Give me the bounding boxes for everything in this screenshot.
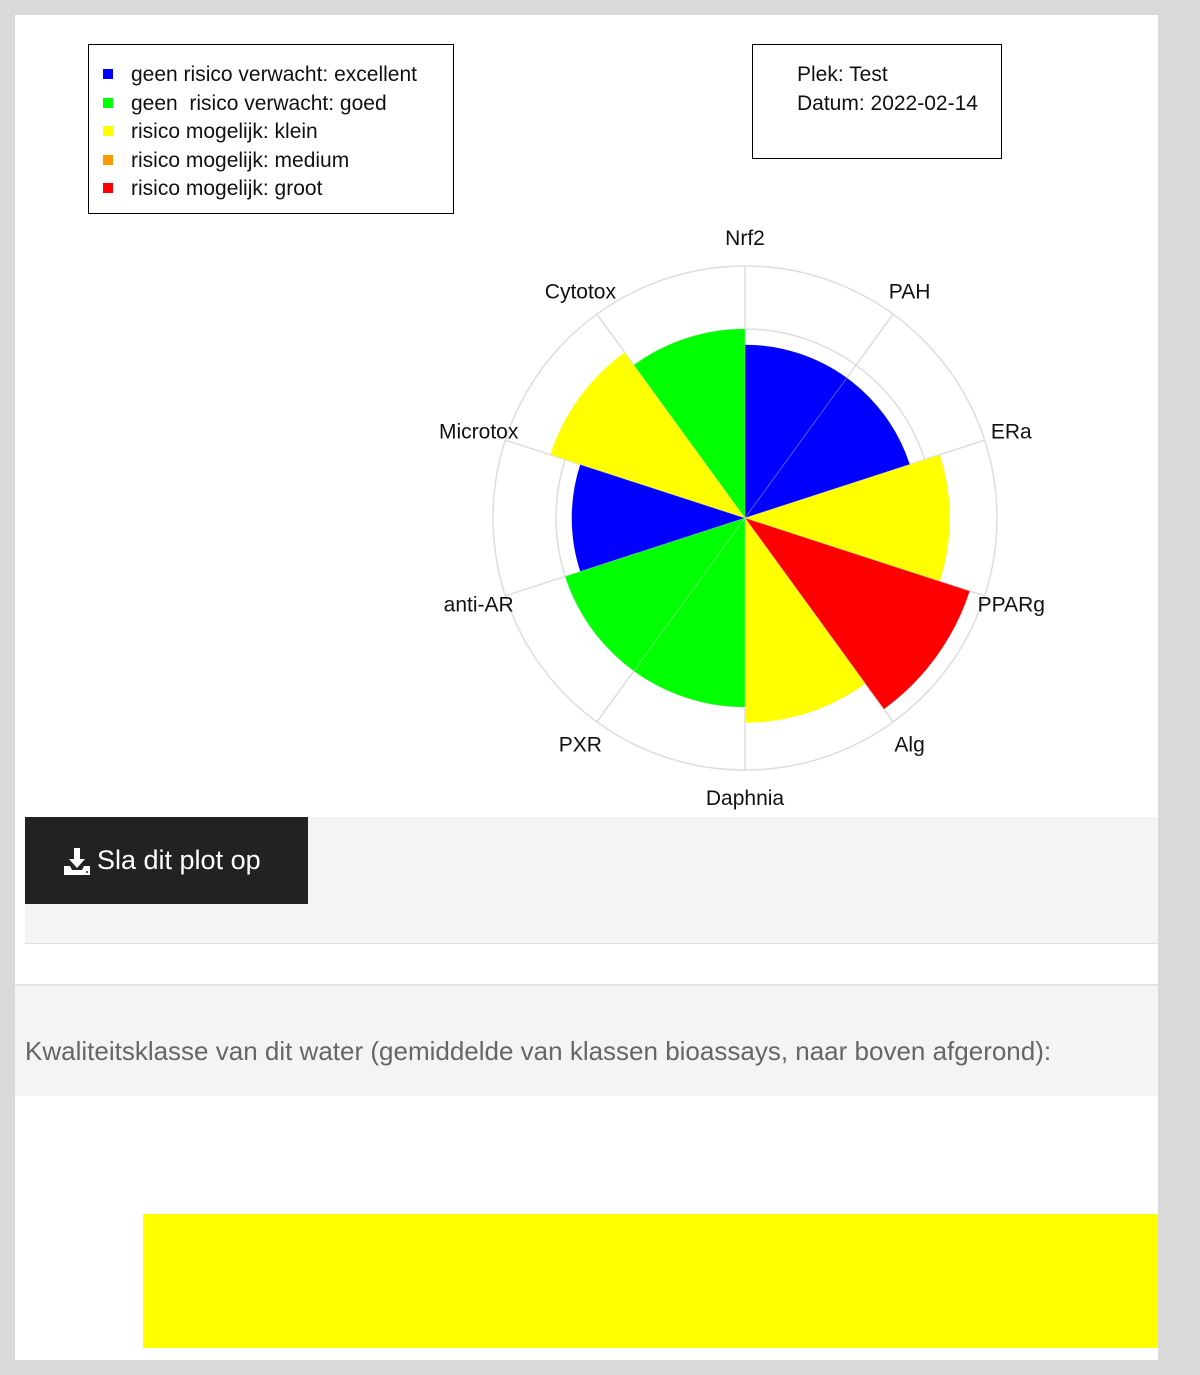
section-divider [15, 944, 1158, 986]
category-label: Cytotox [544, 280, 617, 304]
legend-label: geen risico verwacht: excellent [131, 63, 417, 86]
quality-section [15, 986, 1158, 1096]
download-plot-button[interactable] [25, 817, 308, 904]
category-label: anti-AR [443, 593, 514, 617]
legend-label: risico mogelijk: klein [131, 120, 318, 143]
legend-label: geen risico verwacht: goed [131, 91, 387, 115]
legend-label: risico mogelijk: groot [131, 177, 323, 200]
radar-chart [25, 15, 1158, 817]
download-button-label: Sla dit plot op [97, 845, 261, 875]
page-frame [15, 15, 1158, 1360]
category-label: Nrf2 [725, 227, 765, 250]
category-label: Alg [894, 733, 925, 757]
category-label: Microtox [439, 420, 519, 444]
category-label: PXR [558, 733, 602, 757]
category-label: Daphnia [705, 787, 785, 810]
category-label: ERa [990, 420, 1032, 444]
quality-label: Kwaliteitsklasse van dit water (gemiddelde van klassen bioassays, naar boven afgerond): [25, 1036, 1052, 1066]
plot-toolbar [25, 817, 1158, 944]
download-icon [61, 845, 93, 877]
legend-label: risico mogelijk: medium [131, 148, 350, 172]
quality-class-bar [143, 1214, 1158, 1348]
category-label: PAH [888, 280, 931, 304]
quality-plot [25, 1096, 1158, 1360]
date-text: Datum: 2022-02-14 [797, 91, 978, 115]
radar-plot-area [25, 15, 1158, 817]
location-text: Plek: Test [797, 63, 888, 86]
category-label: PPARg [977, 593, 1045, 617]
